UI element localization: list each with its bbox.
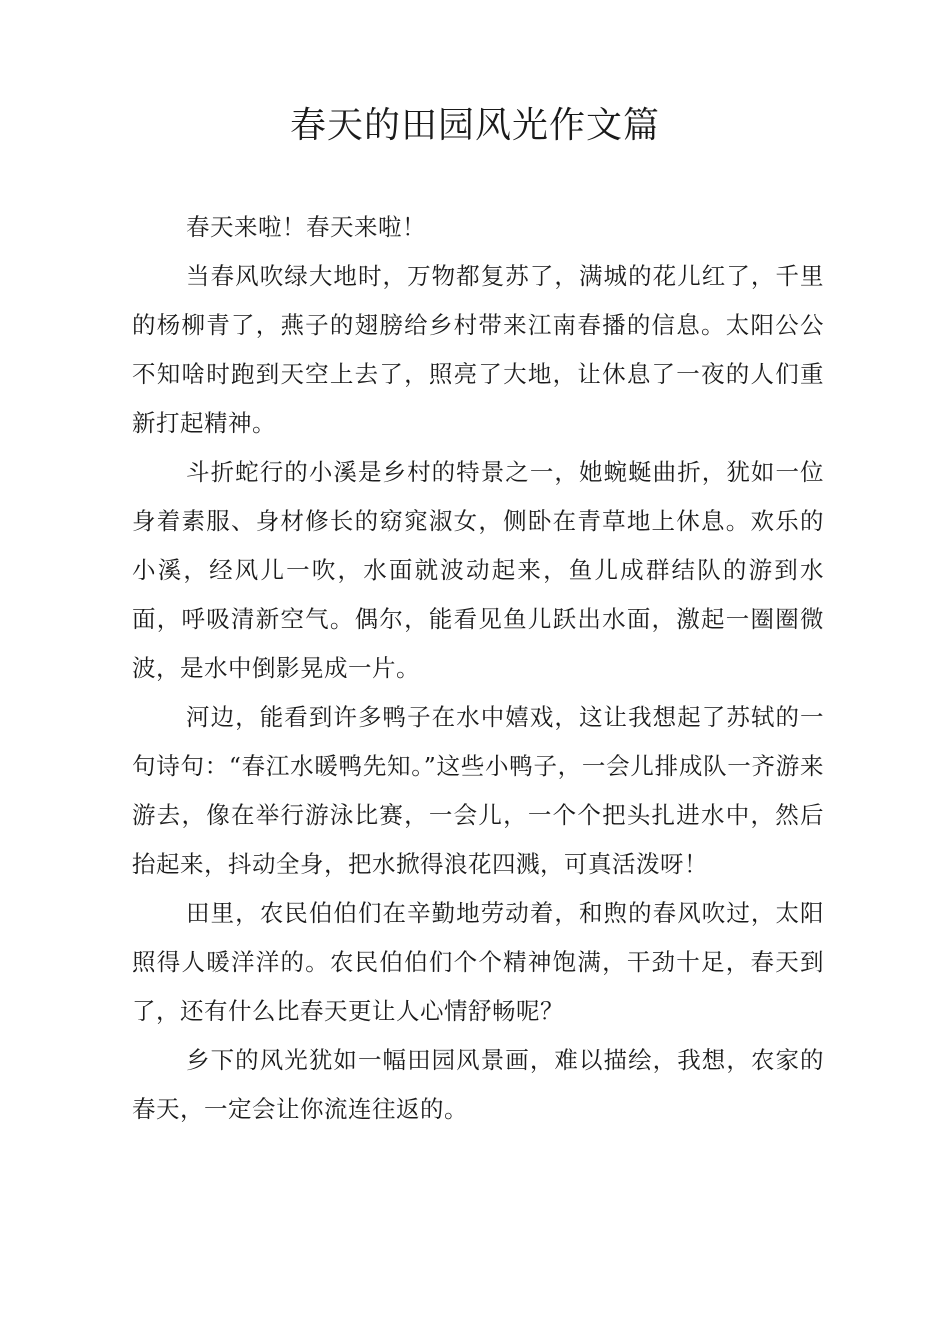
paragraph-6: 乡下的风光犹如一幅田园风景画，难以描绘，我想，农家的春天，一定会让你流连往返的。	[132, 1046, 824, 1123]
paragraph-2: 当春风吹绿大地时，万物都复苏了，满城的花儿红了，千里的杨柳青了，燕子的翅膀给乡村带来江南春播的信息。太阳公公不知啥时跑到天空上去了，照亮了大地，让休息了一夜的人们重新打起精神。	[132, 262, 824, 437]
article-body	[132, 203, 824, 1134]
paragraph-5: 田里，农民伯伯们在辛勤地劳动着，和煦的春风吹过，太阳照得人暖洋洋的。农民伯伯们个个精神饱满，干劲十足，春天到了，还有什么比春天更让人心情舒畅呢？	[132, 899, 824, 1025]
paragraph-3: 斗折蛇行的小溪是乡村的特景之一，她蜿蜒曲折，犹如一位身着素服、身材修长的窈窕淑女，侧卧在青草地上休息。欢乐的小溪，经风儿一吹，水面就波动起来，鱼儿成群结队的游到水面，呼吸清新空气。偶尔，能看见鱼儿跃出水面，激起一圈圈微波，是水中倒影晃成一片。	[132, 458, 824, 682]
page-title: 春天的田园风光作文篇	[289, 105, 660, 146]
paragraph-4: 河边，能看到许多鸭子在水中嬉戏，这让我想起了苏轼的一句诗句：“春江水暖鸭先知。”这些小鸭子，一会儿排成队一齐游来游去，像在举行游泳比赛，一会儿，一个个把头扎进水中，然后抬起来，抖动全身，把水掀得浪花四溅，可真活泼呀！	[132, 703, 824, 878]
paragraph-1: 春天来啦！春天来啦！	[186, 213, 427, 241]
